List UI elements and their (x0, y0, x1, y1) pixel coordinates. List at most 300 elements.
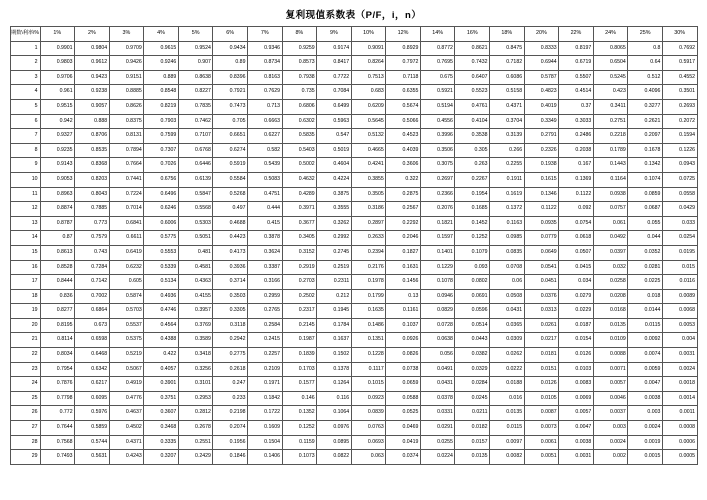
table-cell: 0.0061 (524, 435, 559, 450)
table-cell: 0.0031 (559, 450, 594, 465)
table-cell: 0.7894 (109, 143, 144, 158)
table-cell: 0.1342 (628, 158, 663, 173)
table-cell: 0.2693 (662, 99, 697, 114)
table-cell: 0.0976 (317, 421, 352, 436)
table-cell: 0.3262 (317, 216, 352, 231)
row-period: 6 (10, 114, 40, 129)
table-cell: 0.8874 (40, 202, 75, 217)
table-cell: 0.2584 (247, 318, 282, 333)
table-cell: 0.3152 (282, 245, 317, 260)
table-cell: 0.1122 (559, 187, 594, 202)
table-cell: 0.444 (247, 202, 282, 217)
table-cell: 0.0037 (593, 406, 628, 421)
table-cell: 0.0508 (490, 289, 525, 304)
table-cell: 0.0053 (662, 318, 697, 333)
table-cell: 0.7026 (144, 158, 179, 173)
table-cell: 0.0261 (524, 318, 559, 333)
table-cell: 0.7307 (144, 143, 179, 158)
table-cell: 0.0839 (351, 406, 386, 421)
table-cell: 0.9434 (213, 41, 248, 56)
table-cell: 0.2775 (213, 348, 248, 363)
table-row (10, 158, 697, 173)
table-cell: 0.9426 (109, 56, 144, 71)
table-cell: 0.2502 (282, 289, 317, 304)
table-cell: 0.6468 (75, 348, 110, 363)
table-cell: 0.13 (386, 289, 421, 304)
table-cell: 0.512 (628, 70, 663, 85)
table-cell: 0.4155 (178, 289, 213, 304)
table-cell: 0.5976 (75, 406, 110, 421)
table-row (10, 260, 697, 275)
table-cell: 0.0224 (420, 450, 455, 465)
table-cell: 0.8621 (455, 41, 490, 56)
table-cell: 0.4552 (662, 70, 697, 85)
column-header: 9% (317, 27, 352, 42)
table-cell: 0.2394 (351, 245, 386, 260)
table-cell: 0.7493 (40, 450, 75, 465)
table-cell: 0.0691 (455, 289, 490, 304)
table-cell: 0.3769 (178, 318, 213, 333)
table-cell: 0.6719 (559, 56, 594, 71)
table-cell: 0.5194 (420, 99, 455, 114)
table-cell: 0.0182 (455, 421, 490, 436)
table-cell: 0.8277 (40, 304, 75, 319)
table-cell: 0.0708 (490, 260, 525, 275)
table-cell: 0.9524 (178, 41, 213, 56)
row-period: 4 (10, 85, 40, 100)
table-cell: 0.7876 (40, 377, 75, 392)
table-cell: 0.0659 (386, 377, 421, 392)
table-cell: 0.0047 (559, 421, 594, 436)
table-cell: 0.4363 (178, 275, 213, 290)
table-cell: 0.1502 (317, 348, 352, 363)
table-cell: 0.1821 (420, 216, 455, 231)
table-cell: 0.0083 (559, 377, 594, 392)
table-cell: 0.605 (109, 275, 144, 290)
table-cell: 0.8368 (75, 158, 110, 173)
table-cell: 0.8734 (247, 56, 282, 71)
table-cell: 0.0693 (351, 435, 386, 450)
table-cell: 0.4371 (490, 99, 525, 114)
table-cell: 0.2633 (351, 231, 386, 246)
table-cell: 0.003 (593, 421, 628, 436)
table-cell: 0.8929 (386, 41, 421, 56)
table-cell: 0.1615 (524, 172, 559, 187)
table-cell: 0.6006 (144, 216, 179, 231)
column-header: 10% (351, 27, 386, 42)
table-cell: 0.1378 (317, 362, 352, 377)
table-cell: 0.5507 (559, 70, 594, 85)
table-cell: 0.002 (593, 450, 628, 465)
table-cell: 0.9143 (40, 158, 75, 173)
table-cell: 0.7972 (386, 56, 421, 71)
table-cell: 0.6227 (247, 129, 282, 144)
table-cell: 0.0725 (662, 172, 697, 187)
table-cell: 0.0859 (628, 187, 663, 202)
table-cell: 0.6864 (75, 304, 110, 319)
table-cell: 0.6651 (213, 129, 248, 144)
table-cell: 0.2953 (178, 391, 213, 406)
table-cell: 0.7921 (213, 85, 248, 100)
table-cell: 0.1956 (213, 435, 248, 450)
table-cell: 0.0115 (490, 421, 525, 436)
table-cell: 0.3607 (144, 406, 179, 421)
table-cell: 0.0211 (455, 406, 490, 421)
table-cell: 0.0087 (524, 406, 559, 421)
table-cell: 0.743 (75, 245, 110, 260)
table-cell: 0.3207 (144, 450, 179, 465)
table-cell: 0.5403 (282, 143, 317, 158)
table-cell: 0.7938 (282, 70, 317, 85)
table-cell: 0.1456 (386, 275, 421, 290)
table-row (10, 391, 697, 406)
table-cell: 0.9423 (75, 70, 110, 85)
table-cell: 0.0255 (420, 435, 455, 450)
table-cell: 0.2697 (420, 172, 455, 187)
table-cell: 0.8444 (40, 275, 75, 290)
table-row (10, 377, 697, 392)
table-cell: 0.0365 (490, 318, 525, 333)
table-cell: 0.8475 (490, 41, 525, 56)
table-row (10, 245, 697, 260)
table-cell: 0.2567 (386, 202, 421, 217)
table-cell: 0.5787 (524, 70, 559, 85)
table-cell: 0.061 (593, 216, 628, 231)
table-cell: 0.3349 (524, 114, 559, 129)
table-cell: 0.0923 (351, 391, 386, 406)
table-cell: 0.3538 (455, 129, 490, 144)
table-cell: 0.1443 (593, 158, 628, 173)
table-cell: 0.1159 (282, 435, 317, 450)
table-cell: 0.1609 (247, 421, 282, 436)
table-cell: 0.3101 (178, 377, 213, 392)
table-cell: 0.6944 (524, 56, 559, 71)
table-cell: 0.6496 (144, 187, 179, 202)
table-cell: 0.6598 (75, 333, 110, 348)
table-cell: 0.5051 (178, 231, 213, 246)
table-cell: 0.4019 (524, 99, 559, 114)
table-cell: 0.2257 (247, 348, 282, 363)
row-period: 24 (10, 377, 40, 392)
table-cell: 0.1703 (282, 362, 317, 377)
table-cell: 0.6841 (109, 216, 144, 231)
table-cell: 0.0225 (628, 275, 663, 290)
table-cell: 0.4632 (282, 172, 317, 187)
table-cell: 0.2267 (455, 172, 490, 187)
table-cell: 0.1685 (455, 202, 490, 217)
table-cell: 0.0116 (662, 275, 697, 290)
table-cell: 0.0071 (593, 362, 628, 377)
table-cell: 0.5631 (75, 450, 110, 465)
table-cell: 0.9053 (40, 172, 75, 187)
table-cell: 0.0429 (662, 202, 697, 217)
table-row (10, 70, 697, 85)
row-period: 5 (10, 99, 40, 114)
table-row (10, 289, 697, 304)
table-cell: 0.1015 (351, 377, 386, 392)
table-cell: 0.705 (213, 114, 248, 129)
table-cell: 0.6499 (317, 99, 352, 114)
table-cell: 0.673 (75, 318, 110, 333)
table-cell: 0.5019 (317, 143, 352, 158)
table-cell: 0.415 (247, 216, 282, 231)
table-cell: 0.2076 (420, 202, 455, 217)
row-period: 9 (10, 158, 40, 173)
table-cell: 0.683 (351, 85, 386, 100)
table-cell: 0.1122 (524, 202, 559, 217)
table-cell: 0.167 (559, 158, 594, 173)
table-cell: 0.8065 (593, 41, 628, 56)
table-row (10, 348, 697, 363)
table-row (10, 129, 697, 144)
table-cell: 0.5744 (75, 435, 110, 450)
table-cell: 0.89 (213, 56, 248, 71)
table-cell: 0.7107 (178, 129, 213, 144)
row-period: 26 (10, 406, 40, 421)
table-row (10, 275, 697, 290)
table-cell: 0.2551 (178, 435, 213, 450)
table-cell: 0.1401 (420, 245, 455, 260)
table-cell: 0.2519 (317, 260, 352, 275)
table-cell: 0.0115 (628, 318, 663, 333)
column-header: 1% (40, 27, 75, 42)
table-cell: 0.9901 (40, 41, 75, 56)
table-cell: 0.7692 (662, 41, 697, 56)
table-cell: 0.2765 (247, 304, 282, 319)
table-cell: 0.3901 (144, 377, 179, 392)
row-period: 11 (10, 187, 40, 202)
table-cell: 0.2486 (559, 129, 594, 144)
table-cell: 0.8963 (40, 187, 75, 202)
table-cell: 0.033 (662, 216, 697, 231)
row-period: 22 (10, 348, 40, 363)
table-cell: 0.0895 (317, 435, 352, 450)
table-cell: 0.0514 (455, 318, 490, 333)
table-cell: 0.032 (593, 260, 628, 275)
table-cell: 0.7798 (40, 391, 75, 406)
table-cell: 0.0262 (490, 348, 525, 363)
table-cell: 0.4388 (144, 333, 179, 348)
table-cell: 0.5917 (662, 56, 697, 71)
table-cell: 0.0935 (524, 216, 559, 231)
table-cell: 0.2942 (213, 333, 248, 348)
table-cell: 0.6302 (282, 114, 317, 129)
column-header: 14% (420, 27, 455, 42)
table-cell: 0.9346 (247, 41, 282, 56)
table-cell: 0.7002 (75, 289, 110, 304)
table-cell: 0.4604 (317, 158, 352, 173)
table-cell: 0.0822 (317, 450, 352, 465)
table-cell: 0.0728 (420, 318, 455, 333)
row-period: 23 (10, 362, 40, 377)
table-cell: 0.5083 (247, 172, 282, 187)
table-cell: 0.3751 (144, 391, 179, 406)
table-cell: 0.146 (282, 391, 317, 406)
table-cell: 0.1619 (490, 187, 525, 202)
table-cell: 0.773 (75, 216, 110, 231)
table-cell: 0.5067 (109, 362, 144, 377)
table-cell: 0.8787 (40, 216, 75, 231)
table-cell: 0.2919 (282, 260, 317, 275)
table-cell: 0.8034 (40, 348, 75, 363)
table-cell: 0.4243 (109, 450, 144, 465)
table-cell: 0.1987 (282, 333, 317, 348)
column-header: 22% (559, 27, 594, 42)
header-row (10, 27, 697, 42)
table-cell: 0.0069 (559, 391, 594, 406)
row-period: 29 (10, 450, 40, 465)
table-cell: 0.3186 (351, 202, 386, 217)
table-cell: 0.0419 (386, 435, 421, 450)
table-cell: 0.2618 (213, 362, 248, 377)
row-period: 27 (10, 421, 40, 436)
table-cell: 0.2109 (247, 362, 282, 377)
table-cell: 0.0687 (628, 202, 663, 217)
table-cell: 0.2198 (213, 406, 248, 421)
table-cell: 0.7224 (109, 187, 144, 202)
table-row (10, 114, 697, 129)
table-cell: 0.5439 (247, 158, 282, 173)
table-cell: 0.3503 (213, 289, 248, 304)
table-cell: 0.1074 (628, 172, 663, 187)
table-cell: 0.7695 (420, 56, 455, 71)
table-cell: 0.0757 (593, 202, 628, 217)
table-cell: 0.1079 (455, 245, 490, 260)
table-body (10, 41, 697, 464)
table-cell: 0.481 (178, 245, 213, 260)
row-period: 3 (10, 70, 40, 85)
row-period: 18 (10, 289, 40, 304)
table-cell: 0.5219 (109, 348, 144, 363)
table-cell: 0.0431 (420, 377, 455, 392)
table-cell: 0.1846 (213, 450, 248, 465)
table-cell: 0.0281 (628, 260, 663, 275)
table-cell: 0.8043 (75, 187, 110, 202)
table-cell: 0.06 (490, 275, 525, 290)
table-cell: 0.0031 (662, 348, 697, 363)
table-cell: 0.3506 (420, 143, 455, 158)
table-cell: 0.2812 (178, 406, 213, 421)
table-cell: 0.0738 (386, 362, 421, 377)
table-cell: 0.7722 (317, 70, 352, 85)
table-cell: 0.2791 (524, 129, 559, 144)
table-cell: 0.1369 (559, 172, 594, 187)
table-cell: 0.4289 (282, 187, 317, 202)
table-cell: 0.1486 (351, 318, 386, 333)
table-cell: 0.1945 (317, 304, 352, 319)
table-cell: 0.8706 (75, 129, 110, 144)
table-cell: 0.1789 (593, 143, 628, 158)
table-cell: 0.3033 (559, 114, 594, 129)
table-cell: 0.0596 (455, 304, 490, 319)
table-cell: 0.044 (628, 231, 663, 246)
table-cell: 0.4746 (144, 304, 179, 319)
table-cell: 0.093 (455, 260, 490, 275)
table-cell: 0.0397 (593, 245, 628, 260)
table-cell: 0.0217 (524, 333, 559, 348)
table-cell: 0.4173 (213, 245, 248, 260)
table-cell: 0.3589 (178, 333, 213, 348)
table-cell: 0.5859 (75, 421, 110, 436)
table-cell: 0.0309 (490, 333, 525, 348)
table-cell: 0.3305 (213, 304, 248, 319)
table-cell: 0.0014 (662, 391, 697, 406)
table-cell: 0.7284 (75, 260, 110, 275)
table-cell: 0.5537 (109, 318, 144, 333)
table-cell: 0.6407 (455, 70, 490, 85)
table-row (10, 41, 697, 56)
table-cell: 0.5835 (282, 129, 317, 144)
table-cell: 0.6768 (178, 143, 213, 158)
row-period: 13 (10, 216, 40, 231)
table-cell: 0.37 (559, 99, 594, 114)
row-period: 21 (10, 333, 40, 348)
table-cell: 0.3411 (593, 99, 628, 114)
table-cell: 0.3677 (282, 216, 317, 231)
table-cell: 0.772 (40, 406, 75, 421)
row-period: 19 (10, 304, 40, 319)
table-cell: 0.6419 (109, 245, 144, 260)
table-cell: 0.4502 (109, 421, 144, 436)
table-cell: 0.1372 (490, 202, 525, 217)
table-cell: 0.0541 (524, 260, 559, 275)
table-cell: 0.2745 (317, 245, 352, 260)
table-cell: 0.4039 (386, 143, 421, 158)
row-period: 2 (10, 56, 40, 71)
table-cell: 0.942 (40, 114, 75, 129)
table-cell: 0.5303 (178, 216, 213, 231)
table-cell: 0.0507 (559, 245, 594, 260)
table-cell: 0.2992 (317, 231, 352, 246)
table-cell: 0.4823 (524, 85, 559, 100)
table-cell: 0.3555 (317, 202, 352, 217)
table-cell: 0.8333 (524, 41, 559, 56)
table-cell: 0.9706 (40, 70, 75, 85)
table-cell: 0.836 (40, 289, 75, 304)
table-cell: 0.116 (317, 391, 352, 406)
table-cell: 0.1037 (386, 318, 421, 333)
table-cell: 0.0331 (420, 406, 455, 421)
table-cell: 0.0826 (386, 348, 421, 363)
table-cell: 0.4241 (351, 158, 386, 173)
table-cell: 0.4423 (213, 231, 248, 246)
table-row (10, 216, 697, 231)
table-cell: 0.9804 (75, 41, 110, 56)
table-cell: 0.055 (628, 216, 663, 231)
table-cell: 0.0229 (559, 304, 594, 319)
table-cell: 0.2678 (178, 421, 213, 436)
table-row (10, 56, 697, 71)
table-cell: 0.0313 (524, 304, 559, 319)
table-cell: 0.3704 (490, 114, 525, 129)
table-cell: 0.4637 (109, 406, 144, 421)
table-cell: 0.1252 (455, 231, 490, 246)
table-cell: 0.4936 (144, 289, 179, 304)
table-cell: 0.1117 (351, 362, 386, 377)
table-cell: 0.1163 (490, 216, 525, 231)
table-cell: 0.3957 (178, 304, 213, 319)
table-cell: 0.9174 (317, 41, 352, 56)
table-cell: 0.2145 (282, 318, 317, 333)
table-cell: 0.3118 (213, 318, 248, 333)
table-cell: 0.5158 (490, 85, 525, 100)
table-cell: 0.3936 (213, 260, 248, 275)
table-cell: 0.422 (144, 348, 179, 363)
table-cell: 0.7954 (40, 362, 75, 377)
column-header: 5% (178, 27, 213, 42)
table-cell: 0.1827 (386, 245, 421, 260)
table-cell: 0.675 (420, 70, 455, 85)
